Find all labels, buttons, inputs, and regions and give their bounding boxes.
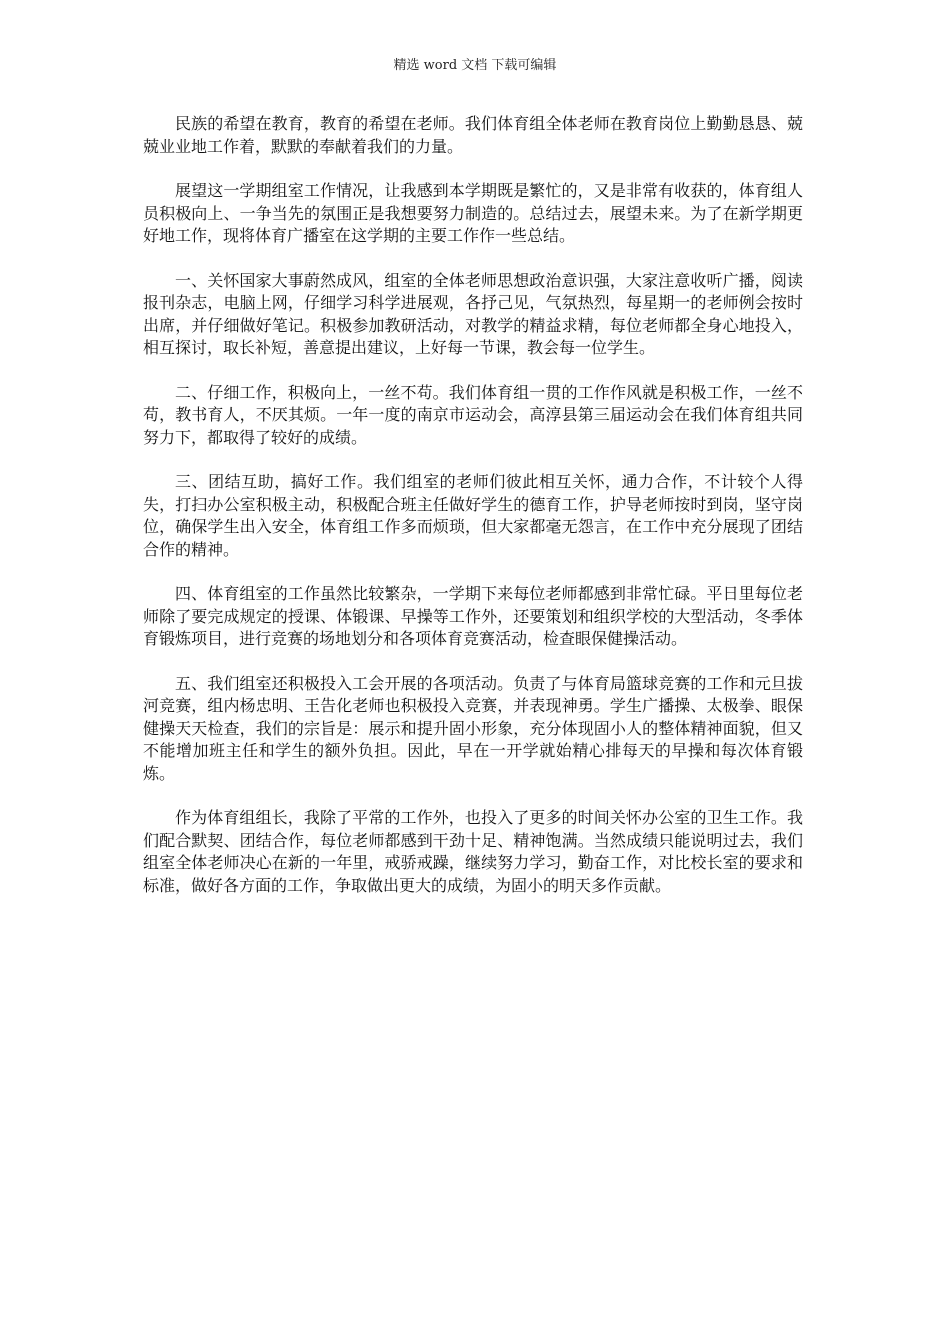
- paragraph-section-3: 三、团结互助，搞好工作。我们组室的老师们彼此相互关怀，通力合作，不计较个人得失，打扫办公室积极主动，积极配合班主任做好学生的德育工作，护导老师按时到岗，坚守岗位，确保学生出入安全，体育组工作多而烦琐，但大家都毫无怨言，在工作中充分展现了团结合作的精神。: [143, 472, 803, 559]
- paragraph-section-2: 二、仔细工作，积极向上，一丝不苟。我们体育组一贯的工作作风就是积极工作，一丝不苟，教书育人，不厌其烦。一年一度的南京市运动会，高淳县第三届运动会在我们体育组共同努力下，都取得了较好的成绩。: [143, 382, 803, 447]
- paragraph-conclusion: 作为体育组组长，我除了平常的工作外，也投入了更多的时间关怀办公室的卫生工作。我们配合默契、团结合作，每位老师都感到干劲十足、精神饱满。当然成绩只能说明过去，我们组室全体老师决心在新的一年里，戒骄戒躁，继续努力学习，勤奋工作，对比校长室的要求和标准，做好各方面的工作，争取做出更大的成绩，为固小的明天多作贡献。: [143, 808, 803, 895]
- page-header: 精选 word 文档 下载可编辑: [393, 58, 557, 73]
- document-body: [143, 113, 803, 919]
- paragraph-section-5: 五、我们组室还积极投入工会开展的各项活动。负责了与体育局篮球竞赛的工作和元旦拔河竞赛，组内杨忠明、王告化老师也积极投入竞赛，并表现神勇。学生广播操、太极拳、眼保健操天天检查，我们的宗旨是：展示和提升固小形象，充分体现固小人的整体精神面貌，但又不能增加班主任和学生的额外负担。因此，早在一开学就始精心排每天的早操和每次体育锻炼。: [143, 673, 803, 783]
- paragraph-section-4: 四、体育组室的工作虽然比较繁杂，一学期下来每位老师都感到非常忙碌。平日里每位老师除了要完成规定的授课、体锻课、早操等工作外，还要策划和组织学校的大型活动，冬季体育锻炼项目，进行竞赛的场地划分和各项体育竞赛活动，检查眼保健操活动。: [143, 584, 803, 648]
- paragraph-intro: 民族的希望在教育，教育的希望在老师。我们体育组全体老师在教育岗位上勤勤恳恳、兢兢业业地工作着，默默的奉献着我们的力量。: [143, 114, 803, 156]
- paragraph-outlook: 展望这一学期组室工作情况，让我感到本学期既是繁忙的，又是非常有收获的，体育组人员积极向上、一争当先的氛围正是我想要努力制造的。总结过去，展望未来。为了在新学期更好地工作，现将体育广播室在这学期的主要工作作一些总结。: [143, 181, 803, 245]
- paragraph-section-1: 一、关怀国家大事蔚然成风，组室的全体老师思想政治意识强，大家注意收听广播，阅读报刊杂志，电脑上网，仔细学习科学进展观，各抒己见，气氛热烈，每星期一的老师例会按时出席，并仔细做好笔记。积极参加教研活动，对教学的精益求精，每位老师都全身心地投入，相互探讨，取长补短，善意提出建议，上好每一节课，教会每一位学生。: [143, 270, 803, 357]
